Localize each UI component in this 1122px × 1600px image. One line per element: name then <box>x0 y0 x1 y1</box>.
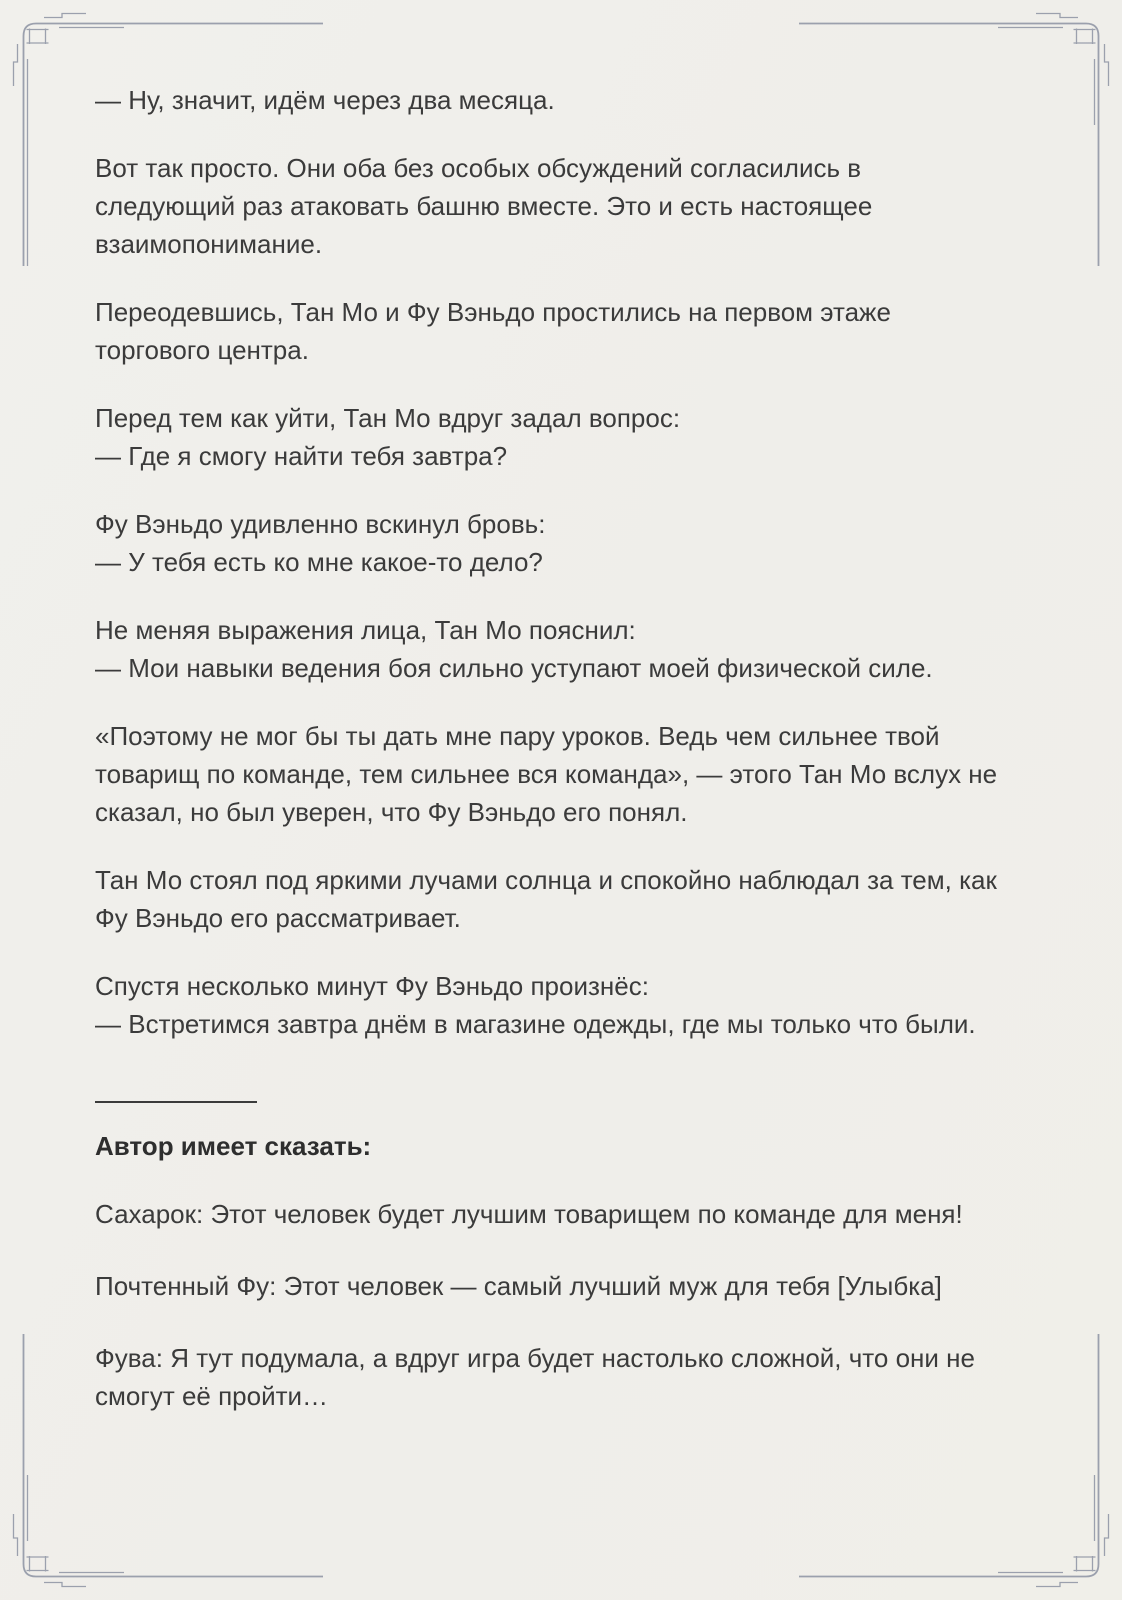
dialogue-line: — Где я смогу найти тебя завтра? <box>95 441 508 471</box>
dialogue-line: — У тебя есть ко мне какое-то дело? <box>95 547 543 577</box>
story-paragraph: Вот так просто. Они оба без особых обсуждений согласились в следующий раз атаковать башню вместе. Это и есть настоящее взаимопонимание. <box>95 153 873 259</box>
author-note-line: Почтенный Фу: Этот человек — самый лучший муж для тебя [Улыбка] <box>95 1271 942 1301</box>
story-paragraph: Тан Мо стоял под яркими лучами солнца и спокойно наблюдал за тем, как Фу Вэньдо его рассматривает. <box>95 865 997 933</box>
author-note-line: Фува: Я тут подумала, а вдруг игра будет настолько сложной, что они не смогут её пройти… <box>95 1343 975 1411</box>
dialogue-line: — Ну, значит, идём через два месяца. <box>95 85 555 115</box>
chapter-text <box>95 81 1007 1449</box>
story-paragraph: Фу Вэньдо удивленно вскинул бровь: <box>95 509 546 539</box>
story-paragraph: Не меняя выражения лица, Тан Мо пояснил: <box>95 615 636 645</box>
story-paragraph: Перед тем как уйти, Тан Мо вдруг задал вопрос: <box>95 403 681 433</box>
section-divider <box>95 1101 257 1103</box>
dialogue-line: — Мои навыки ведения боя сильно уступают моей физической силе. <box>95 653 933 683</box>
author-note-line: Сахарок: Этот человек будет лучшим товарищем по команде для меня! <box>95 1199 963 1229</box>
author-note-heading: Автор имеет сказать: <box>95 1131 372 1161</box>
story-paragraph: Переодевшись, Тан Мо и Фу Вэньдо простились на первом этаже торгового центра. <box>95 297 891 365</box>
dialogue-line: — Встретимся завтра днём в магазине одежды, где мы только что были. <box>95 1009 976 1039</box>
story-paragraph: «Поэтому не мог бы ты дать мне пару уроков. Ведь чем сильнее твой товарищ по команде, тем сильнее вся команда», — этого Тан Мо вслух не сказал, но был уверен, что Фу Вэньдо его понял. <box>95 721 998 827</box>
story-paragraph: Спустя несколько минут Фу Вэньдо произнёс: <box>95 971 649 1001</box>
